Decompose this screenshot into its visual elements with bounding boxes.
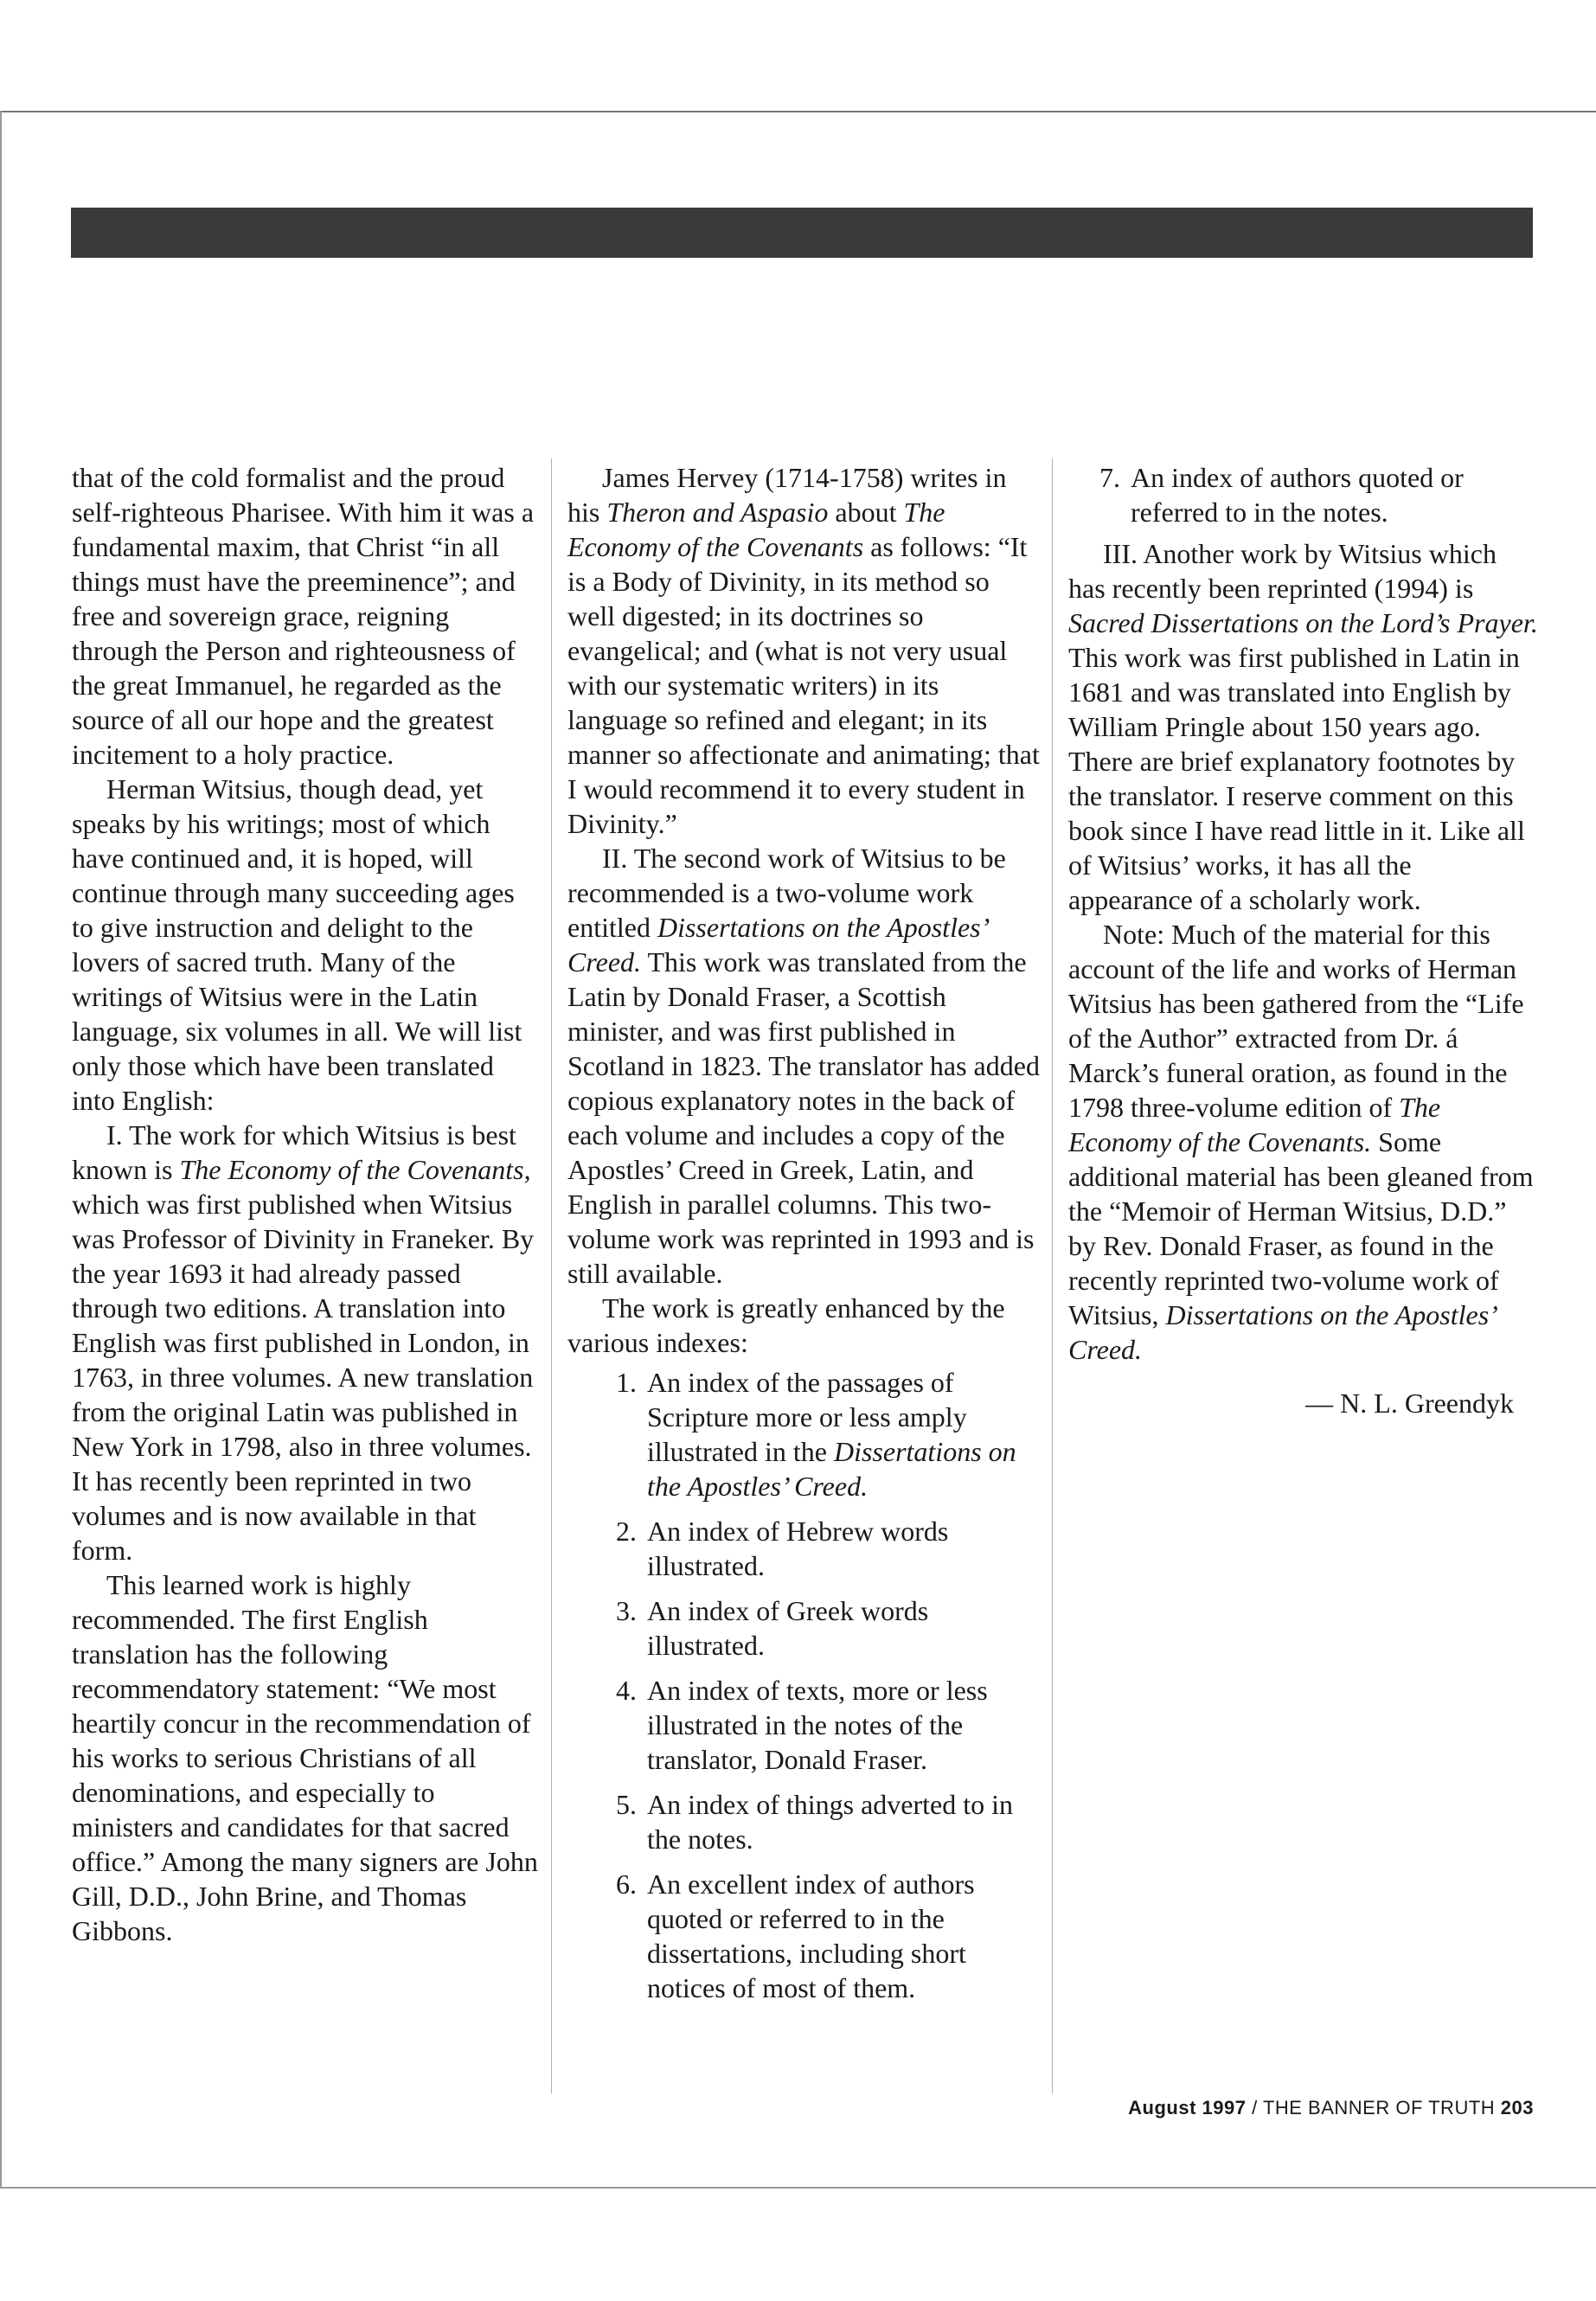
- book-title: Dissertations on the Apostles’ Creed.: [567, 912, 987, 977]
- column-1: [72, 460, 539, 1948]
- book-title: Dissertations on the Apostles’ Creed.: [1068, 1299, 1496, 1365]
- index-list: [567, 1365, 1043, 2005]
- paragraph-indexes-intro: The work is greatly enhanced by the various indexes:: [567, 1292, 1005, 1358]
- list-item: 2. An index of Hebrew words illustrated.: [616, 1516, 949, 1581]
- column-divider-1: [551, 458, 552, 2093]
- footer-separator: /: [1252, 2097, 1258, 2118]
- list-item: 4. An index of texts, more or less illustrated in the notes of the translator, Donald Fraser.: [616, 1675, 988, 1775]
- page-number: 203: [1500, 2097, 1534, 2118]
- paragraph-witsius-writings: Herman Witsius, though dead, yet speaks by his writings; most of which have continued and, it is hoped, will continue through many succeeding ages to give instruction and delight to the lovers of sacred truth. Many of the writings of Witsius were in the Latin language, six volumes in all. We will list only those which have been translated into English:: [72, 773, 522, 1116]
- paragraph-economy-covenants: I. The work for which Witsius is best known is The Economy of the Covenants, which was first published when Witsius was Professor of Divinity in Franeker. By the year 1693 it had already passed through two editions. A translation into English was first published in London, in 1763, in three volumes. A new translation from the original Latin was published in New York in 1798, also in three volumes. It has recently been reprinted in two volumes and is now available in that form.: [72, 1119, 535, 1566]
- list-item: 5. An index of things adverted to in the notes.: [616, 1789, 1014, 1855]
- book-title: The Economy of the Covenants: [567, 497, 945, 562]
- book-title: Dissertations on the Apostles’ Creed.: [647, 1436, 1016, 1502]
- book-title: The Economy of the Covenants.: [1068, 1092, 1441, 1157]
- book-title: The Economy of the Covenants,: [179, 1154, 531, 1185]
- column-3: [1068, 460, 1540, 1420]
- column-2: [567, 460, 1043, 2016]
- paragraph-hervey-quote: James Hervey (1714-1758) writes in his Theron and Aspasio about The Economy of the Covenants as follows: “It is a Body of Divinity, in its method so well digested; in its doctrines so evangelical; and (what is not very usual with our systematic writers) in its language so refined and elegant; in its manner so affectionate and animating; that I would recommend it to every student in Divinity.”: [567, 462, 1040, 839]
- column-divider-2: [1052, 458, 1053, 2093]
- page-footer: [1128, 2097, 1534, 2119]
- paragraph-source-note: Note: Much of the material for this account of the life and works of Herman Witsius has been gathered from the “Life of the Author” extracted from Dr. á Marck’s funeral oration, as found in the 1798 three-volume edition of The Economy of the Covenants. Some additional material has been gleaned from the “Memoir of Herman Witsius, D.D.” by Rev. Donald Fraser, as found in the recently reprinted two-volume work of Witsius, Dissertations on the Apostles’ Creed.: [1068, 919, 1534, 1365]
- list-item: 6. An excellent index of authors quoted or referred to in the dissertations, including short notices of most of them.: [616, 1868, 975, 2003]
- publication-name: THE BANNER OF TRUTH: [1262, 2097, 1496, 2118]
- list-item: 1. An index of the passages of Scripture more or less amply illustrated in the Dissertations on the Apostles’ Creed.: [616, 1367, 1016, 1502]
- header-banner-bar: [71, 208, 1533, 258]
- bottom-rule: [0, 2187, 1596, 2189]
- paragraph-dissertations: II. The second work of Witsius to be recommended is a two-volume work entitled Dissertations on the Apostles’ Creed. This work was translated from the Latin by Donald Fraser, a Scottish minister, and was first published in Scotland in 1823. The translator has added copious explanatory notes in the back of each volume and includes a copy of the Apostles’ Creed in Greek, Latin, and English in parallel columns. This two-volume work was reprinted in 1993 and is still available.: [567, 843, 1040, 1289]
- book-title: Sacred Dissertations on the Lord’s Prayer.: [1068, 607, 1538, 638]
- left-margin-rule: [0, 111, 2, 2187]
- paragraph-cold-formalist: that of the cold formalist and the proud self-righteous Pharisee. With him it was a fundamental maxim, that Christ “in all things must have the preeminence”; and free and sovereign grace, reigning through the Person and righteousness of the great Immanuel, he regarded as the source of all our hope and the greatest incitement to a holy practice.: [72, 462, 535, 770]
- paragraph-recommendation: This learned work is highly recommended. The first English translation has the following recommendatory statement: “We most heartily concur in the recommendation of his works to serious Christians of all denominations, and especially to ministers and candidates for that sacred office.” Among the many signers are John Gill, D.D., John Brine, and Thomas Gibbons.: [72, 1569, 538, 1946]
- list-item: 3. An index of Greek words illustrated.: [616, 1595, 929, 1661]
- list-item: 7. An index of authors quoted or referred to in the notes.: [1099, 462, 1464, 528]
- paragraph-lords-prayer: III. Another work by Witsius which has recently been reprinted (1994) is Sacred Dissertations on the Lord’s Prayer. This work was first published in Latin in 1681 and was translated into English by William Pringle about 150 years ago. There are brief explanatory footnotes by the translator. I reserve comment on this book since I have read little in it. Like all of Witsius’ works, it has all the appearance of a scholarly work.: [1068, 538, 1538, 915]
- issue-date: August 1997: [1128, 2097, 1247, 2118]
- author-signature: — N. L. Greendyk: [1305, 1388, 1514, 1419]
- book-title: Theron and Aspasio: [606, 497, 829, 528]
- top-rule: [0, 111, 1596, 112]
